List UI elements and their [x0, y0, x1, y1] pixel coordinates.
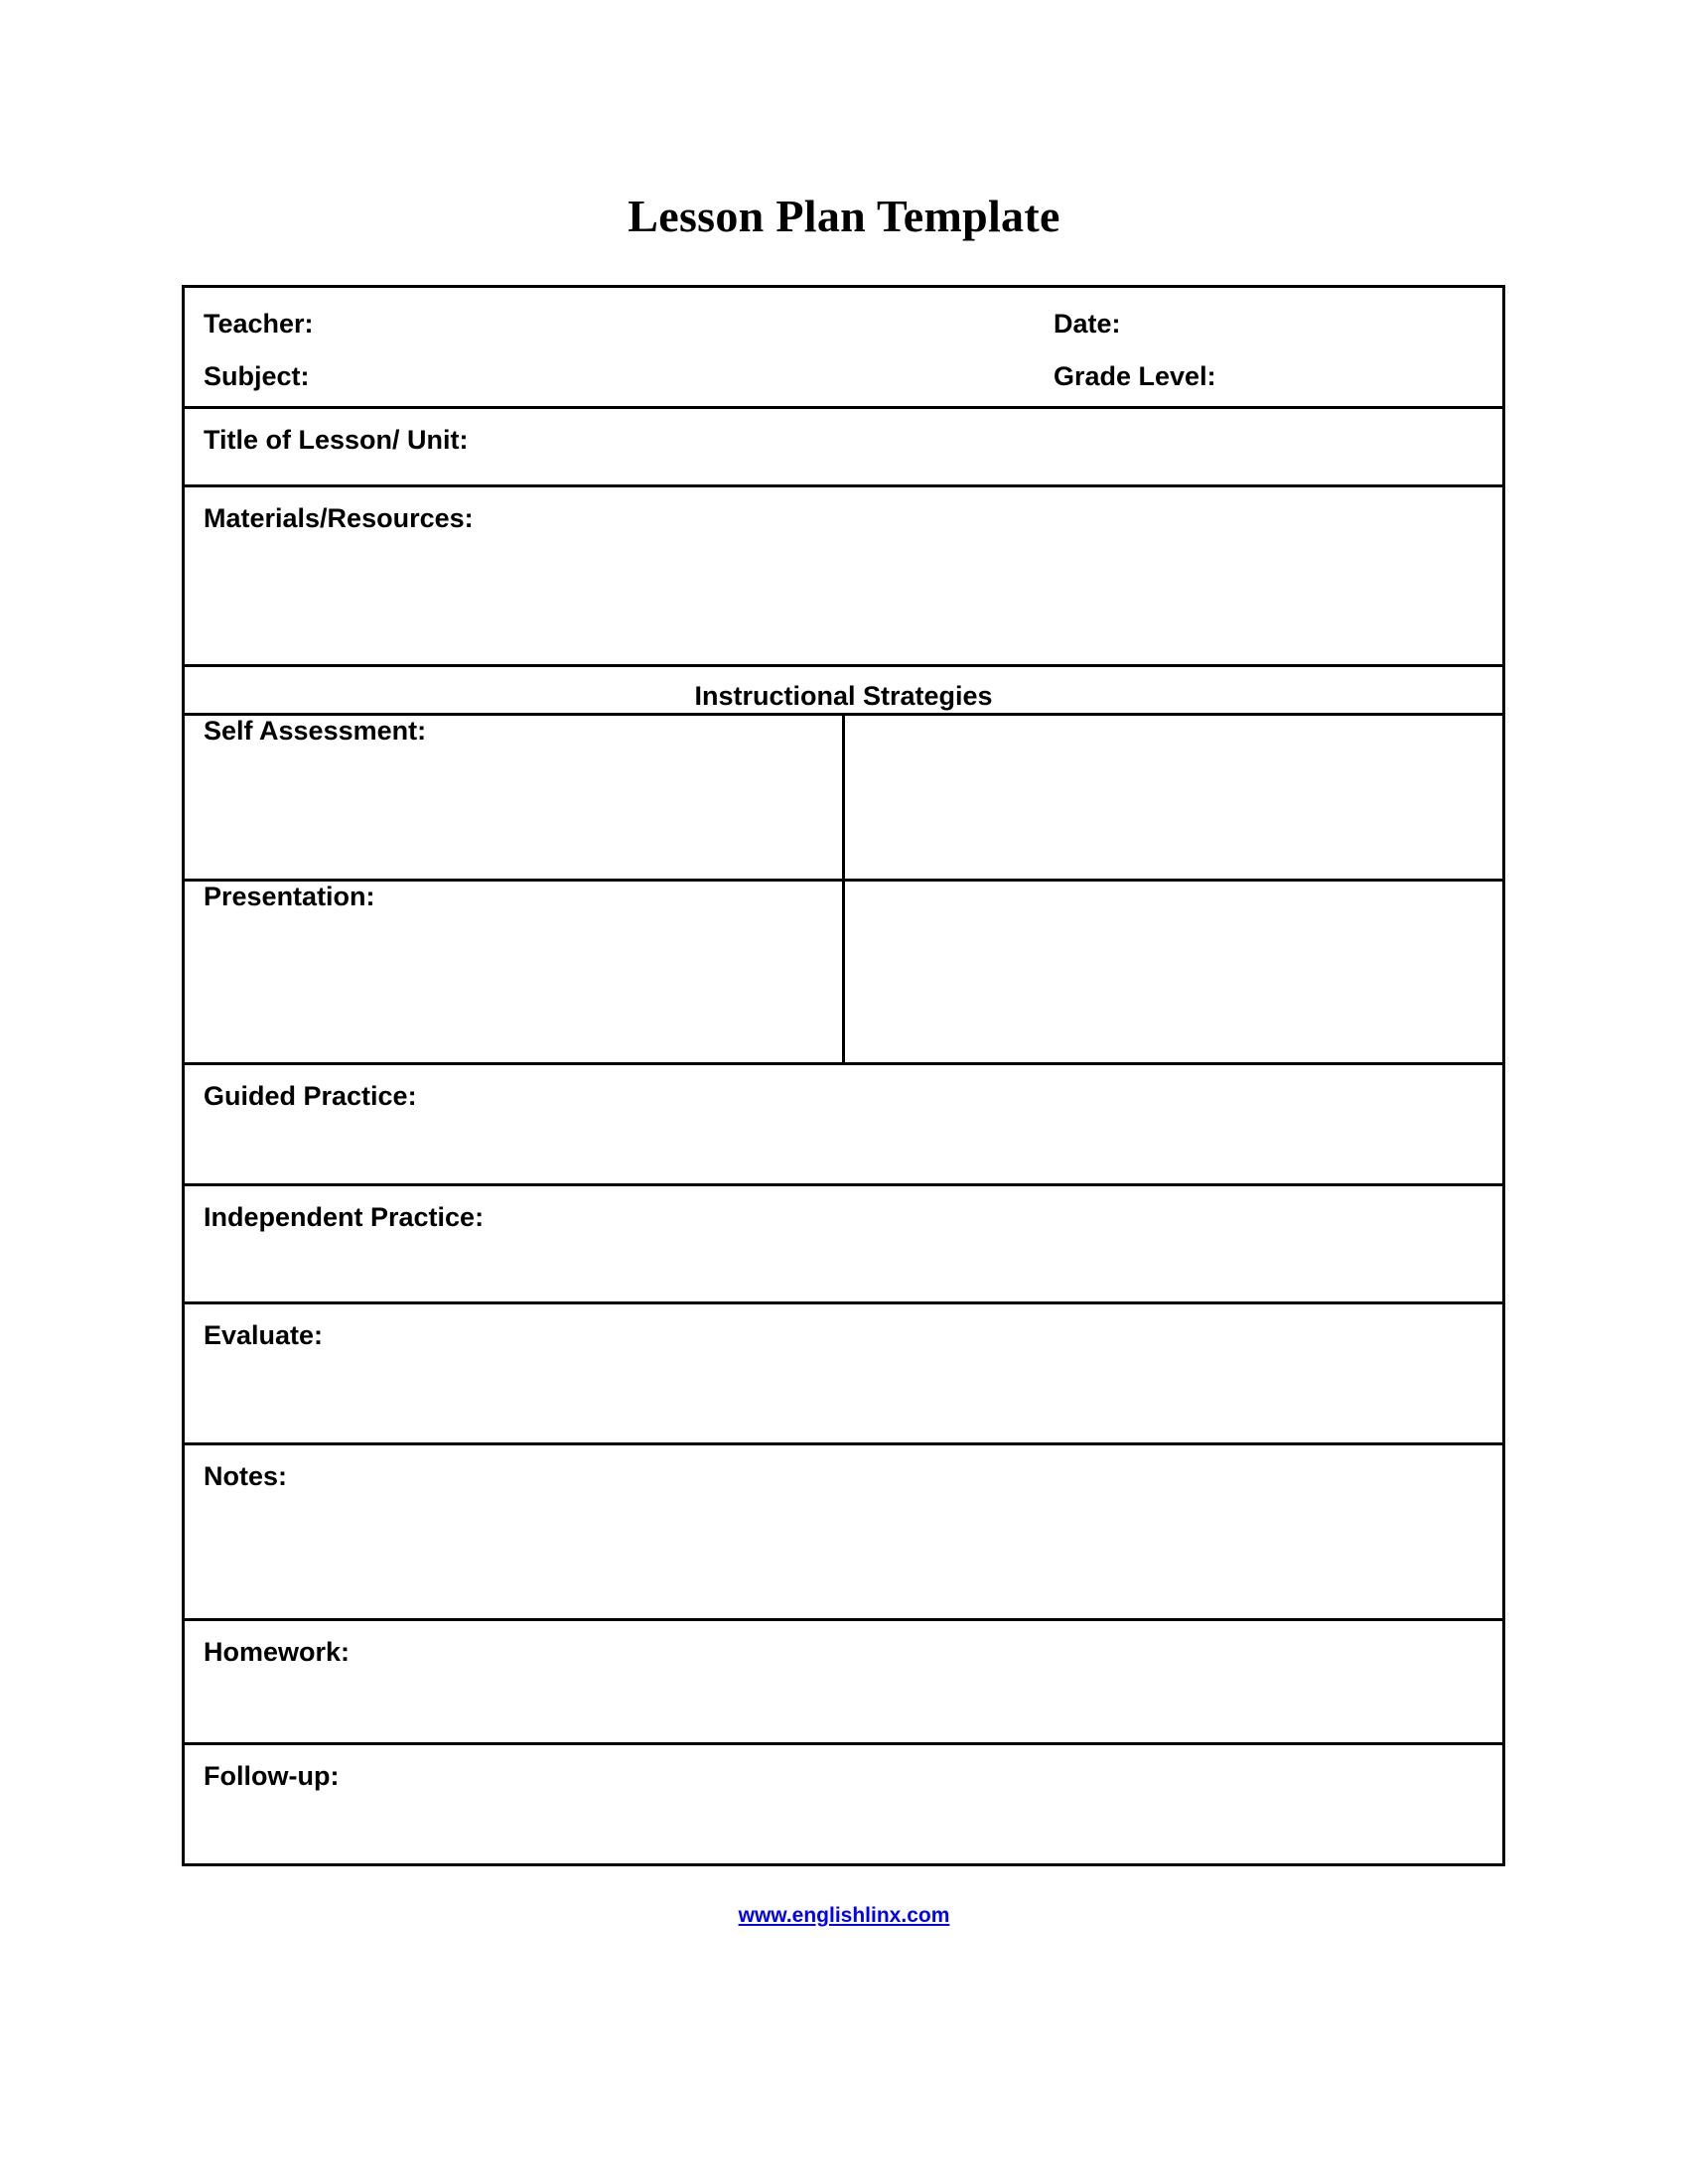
table-row-notes [184, 1444, 1504, 1620]
cell-materials-resources[interactable] [184, 486, 1504, 666]
table-row-follow-up [184, 1744, 1504, 1865]
identity-line-2 [185, 361, 1502, 391]
table-row-homework [184, 1620, 1504, 1744]
cell-evaluate[interactable] [184, 1303, 1504, 1444]
identity-line-1 [185, 309, 1502, 339]
cell-independent-practice[interactable] [184, 1185, 1504, 1303]
cell-presentation-label [184, 881, 844, 1064]
notes-label: Notes: [204, 1461, 288, 1491]
independent-practice-label: Independent Practice: [204, 1202, 485, 1232]
cell-instructional-strategies-header [184, 666, 1504, 715]
table-row-independent-practice [184, 1185, 1504, 1303]
cell-follow-up[interactable] [184, 1744, 1504, 1865]
teacher-label: Teacher: [204, 309, 314, 339]
subject-label: Subject: [204, 361, 310, 391]
cell-notes[interactable] [184, 1444, 1504, 1620]
cell-title-of-lesson[interactable] [184, 408, 1504, 486]
evaluate-label: Evaluate: [204, 1320, 324, 1350]
table-row-title-of-lesson [184, 408, 1504, 486]
cell-identity[interactable] [184, 287, 1504, 408]
table-row-identity [184, 287, 1504, 408]
date-label: Date: [1054, 309, 1121, 339]
title-of-lesson-label: Title of Lesson/ Unit: [204, 425, 469, 455]
guided-practice-label: Guided Practice: [204, 1081, 417, 1111]
cell-guided-practice[interactable] [184, 1064, 1504, 1185]
materials-resources-label: Materials/Resources: [204, 503, 474, 533]
table-row-evaluate [184, 1303, 1504, 1444]
table-row-self-assessment [184, 715, 1504, 881]
presentation-label: Presentation: [204, 882, 375, 911]
footer-website-link[interactable]: www.englishlinx.com [738, 1904, 950, 1927]
cell-homework[interactable] [184, 1620, 1504, 1744]
table-row-presentation [184, 881, 1504, 1064]
follow-up-label: Follow-up: [204, 1761, 340, 1791]
footer [0, 1903, 1688, 1929]
homework-label: Homework: [204, 1637, 351, 1667]
grade-level-label: Grade Level: [1054, 361, 1216, 391]
page-title: Lesson Plan Template [628, 191, 1060, 241]
self-assessment-label: Self Assessment: [204, 716, 427, 746]
table-row-materials [184, 486, 1504, 666]
cell-self-assessment-input[interactable] [844, 715, 1504, 881]
cell-self-assessment-label [184, 715, 844, 881]
cell-presentation-input[interactable] [844, 881, 1504, 1064]
table-row-guided-practice [184, 1064, 1504, 1185]
table-row-section-header [184, 666, 1504, 715]
instructional-strategies-label: Instructional Strategies [694, 681, 993, 711]
lesson-plan-form-table [182, 285, 1505, 1866]
